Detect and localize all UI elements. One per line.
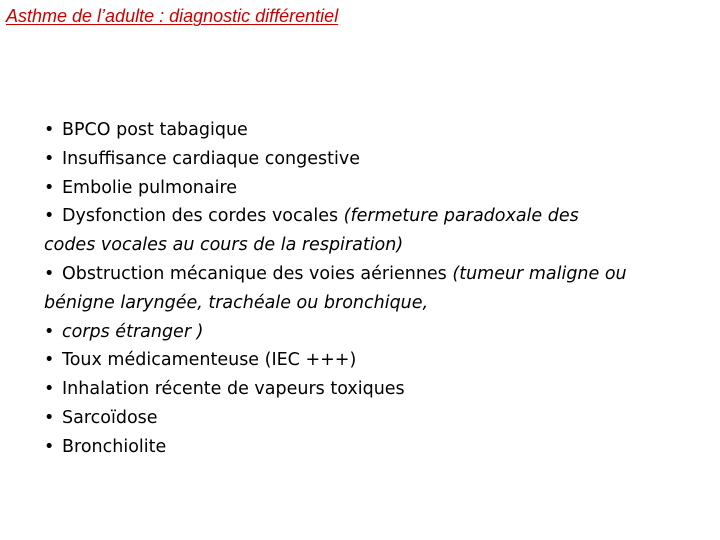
bullet-icon: • <box>44 263 55 284</box>
list-item <box>44 260 709 289</box>
list-item <box>44 433 709 462</box>
list-item-text: Embolie pulmonaire <box>62 177 238 198</box>
list-item <box>44 318 709 347</box>
bullet-icon: • <box>44 148 55 169</box>
list-item-text: corps étranger ) <box>62 321 204 342</box>
bullet-icon: • <box>44 120 55 140</box>
bullet-icon: • <box>44 321 55 342</box>
list-item <box>44 145 709 174</box>
list-item-text: BPCO post tabagique <box>62 120 248 140</box>
list-item-text: Sarcoïdose <box>62 407 158 428</box>
list-item-text: Dysfonction des cordes vocales <box>62 206 344 227</box>
list-item <box>44 202 709 231</box>
bullet-list <box>44 116 709 462</box>
bullet-icon: • <box>44 436 55 457</box>
slide-title: Asthme de l’adulte : diagnostic différentiel <box>6 6 339 26</box>
list-item-note-continued: codes vocales au cours de la respiration) <box>44 235 404 256</box>
list-item-text: Insuffisance cardiaque congestive <box>62 148 360 169</box>
list-item-note: (fermeture paradoxale des <box>343 206 579 227</box>
list-item-text: Bronchiolite <box>62 436 167 457</box>
list-item-note: (tumeur maligne ou <box>452 263 627 284</box>
list-item <box>44 174 709 203</box>
bullet-icon: • <box>44 350 55 371</box>
bullet-icon: • <box>44 177 55 198</box>
bullet-icon: • <box>44 206 55 227</box>
list-item <box>44 116 709 145</box>
list-item-text: Inhalation récente de vapeurs toxiques <box>62 379 405 400</box>
list-item <box>44 346 709 375</box>
list-item <box>44 404 709 433</box>
list-item <box>44 375 709 404</box>
bullet-icon: • <box>44 379 55 400</box>
bullet-icon: • <box>44 407 55 428</box>
list-item-text: Toux médicamenteuse (IEC +++) <box>62 350 357 371</box>
list-item-text: Obstruction mécanique des voies aériennes <box>62 263 453 284</box>
list-item-note-continued: bénigne laryngée, trachéale ou bronchique, <box>44 292 429 313</box>
